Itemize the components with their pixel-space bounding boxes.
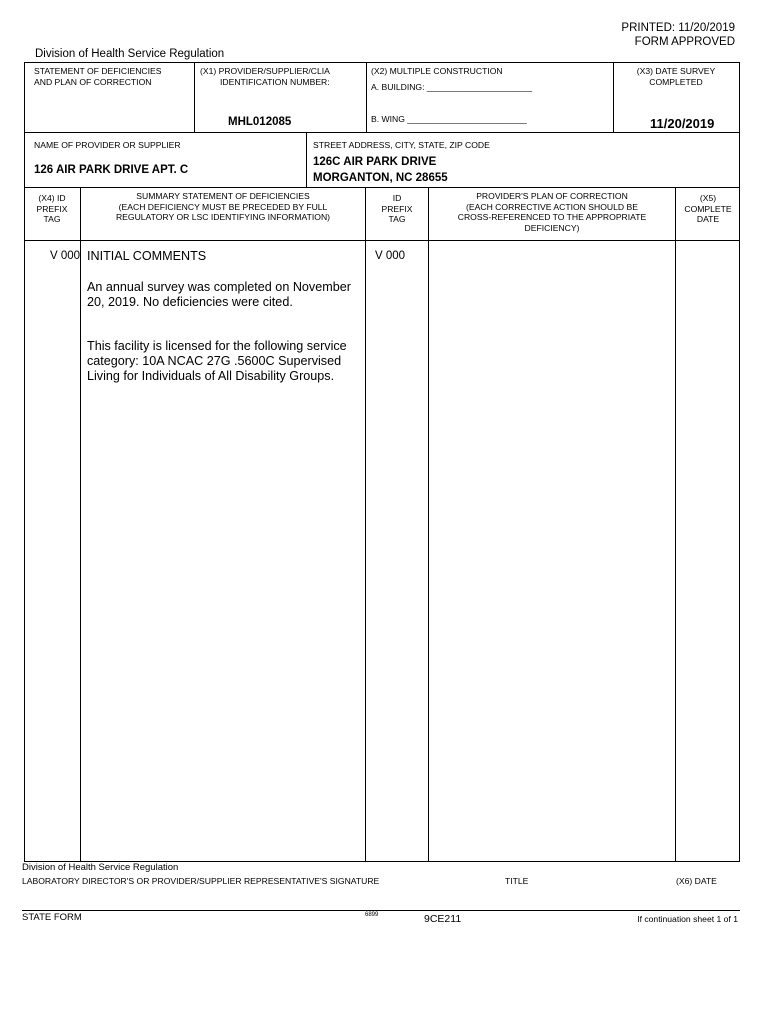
- printed-date: PRINTED: 11/20/2019: [621, 22, 735, 34]
- entry-paragraph-1: An annual survey was completed on November 20, 2019. No deficiencies were cited.: [87, 280, 351, 309]
- entry-heading: INITIAL COMMENTS: [87, 249, 207, 263]
- x2-building: A. BUILDING: ______________________: [371, 82, 533, 92]
- summary-header: SUMMARY STATEMENT OF DEFICIENCIES (EACH DEFICIENCY MUST BE PRECEDED BY FULL REGULATORY OR LSC IDENTIFYING INFORMATION): [115, 191, 331, 222]
- provider-id: MHL012085: [228, 116, 292, 128]
- address-label: STREET ADDRESS, CITY, STATE, ZIP CODE: [313, 140, 490, 150]
- x5-header: (X5) COMPLETE DATE: [684, 193, 732, 224]
- signature-label: LABORATORY DIRECTOR'S OR PROVIDER/SUPPLIER REPRESENTATIVE'S SIGNATURE: [22, 876, 380, 886]
- continuation-sheet: If continuation sheet 1 of 1: [637, 914, 738, 924]
- footer-agency: Division of Health Service Regulation: [22, 862, 179, 873]
- entry-paragraph-2: This facility is licensed for the following service category: 10A NCAC 27G .5600C Supervised Living for Individuals of All Disability Groups.: [87, 339, 347, 383]
- provider-name: 126 AIR PARK DRIVE APT. C: [34, 164, 189, 176]
- x1-label: (X1) PROVIDER/SUPPLIER/CLIA IDENTIFICATION NUMBER:: [200, 66, 330, 87]
- x6-date-label: (X6) DATE: [676, 876, 717, 886]
- address-line-2: MORGANTON, NC 28655: [313, 172, 448, 184]
- x2-label: (X2) MULTIPLE CONSTRUCTION: [371, 66, 503, 76]
- agency-title: Division of Health Service Regulation: [35, 48, 225, 60]
- id-header: ID PREFIX TAG: [381, 193, 413, 224]
- form-approved: FORM APPROVED: [634, 36, 735, 48]
- survey-date: 11/20/2019: [650, 116, 715, 131]
- prefix-tag: V 000: [50, 250, 81, 262]
- statement-label: STATEMENT OF DEFICIENCIES AND PLAN OF CORRECTION: [34, 66, 162, 87]
- signature-line: [22, 910, 740, 911]
- x2-wing: B. WING _________________________: [371, 114, 527, 124]
- title-label: TITLE: [505, 876, 529, 886]
- x3-label: (X3) DATE SURVEY COMPLETED: [636, 66, 716, 87]
- form-number: 6899: [365, 912, 379, 918]
- event-id: 9CE211: [424, 913, 462, 925]
- provider-name-label: NAME OF PROVIDER OR SUPPLIER: [34, 140, 181, 150]
- state-form: STATE FORM: [22, 912, 82, 923]
- plan-header: PROVIDER'S PLAN OF CORRECTION (EACH CORRECTIVE ACTION SHOULD BE CROSS-REFERENCED TO THE APPROPRIATE DEFICIENCY): [457, 191, 647, 233]
- id-tag: V 000: [375, 250, 406, 262]
- address-line-1: 126C AIR PARK DRIVE: [313, 156, 437, 168]
- x4-header: (X4) ID PREFIX TAG: [36, 193, 68, 224]
